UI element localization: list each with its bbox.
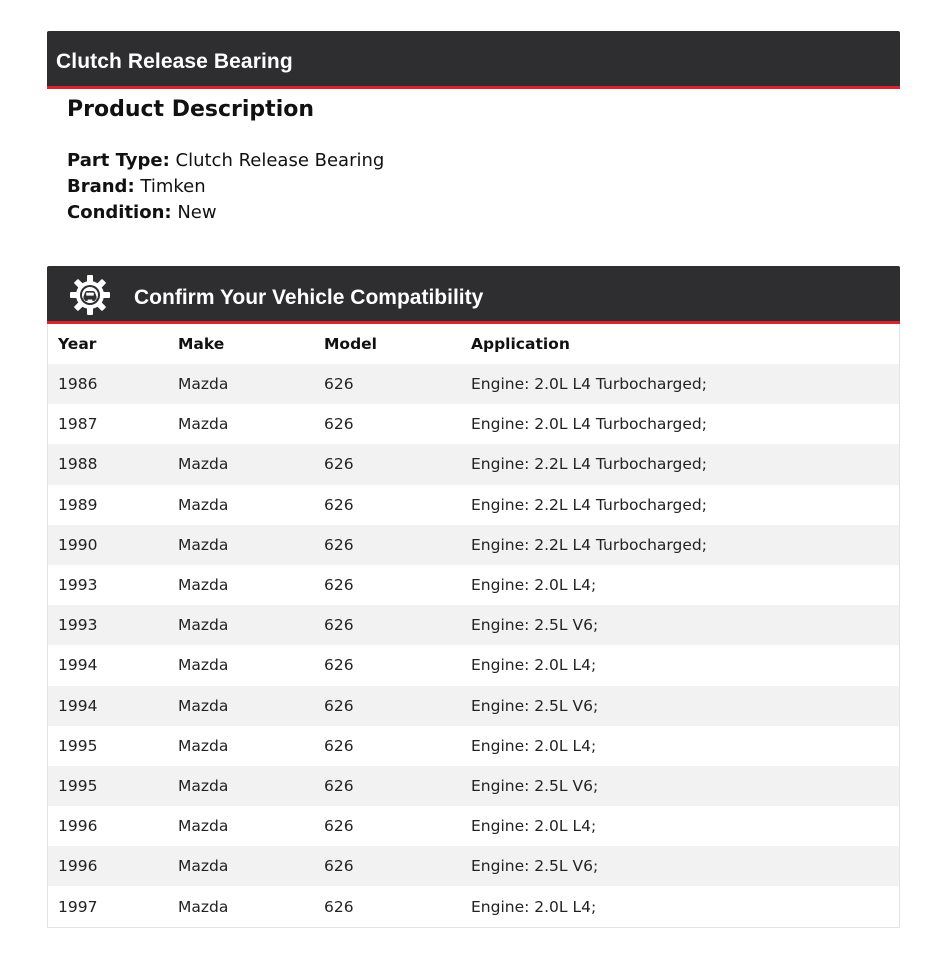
cell-application: Engine: 2.2L L4 Turbocharged; [461,485,899,525]
cell-application: Engine: 2.0L L4; [461,565,899,605]
cell-model: 626 [314,726,461,766]
cell-application: Engine: 2.5L V6; [461,846,899,886]
column-header-application: Application [461,324,899,364]
cell-make: Mazda [168,485,314,525]
cell-make: Mazda [168,846,314,886]
gear-car-icon [69,274,111,316]
product-title: Clutch Release Bearing [56,50,293,73]
table-row [48,806,899,846]
cell-application: Engine: 2.0L L4; [461,806,899,846]
cell-application: Engine: 2.5L V6; [461,766,899,806]
product-description [67,94,867,226]
cell-model: 626 [314,404,461,444]
cell-year: 1993 [48,565,168,605]
spec-value: New [177,202,217,223]
cell-application: Engine: 2.0L L4 Turbocharged; [461,404,899,444]
table-row [48,645,899,685]
cell-make: Mazda [168,605,314,645]
compatibility-title: Confirm Your Vehicle Compatibility [134,286,484,309]
table-header-row [48,324,899,364]
cell-year: 1989 [48,485,168,525]
cell-make: Mazda [168,364,314,404]
cell-year: 1993 [48,605,168,645]
spec-label: Brand: [67,176,135,197]
cell-make: Mazda [168,886,314,926]
cell-application: Engine: 2.2L L4 Turbocharged; [461,444,899,484]
table-row [48,686,899,726]
column-header-make: Make [168,324,314,364]
cell-year: 1994 [48,686,168,726]
cell-application: Engine: 2.0L L4; [461,726,899,766]
cell-model: 626 [314,766,461,806]
fitment-table [48,324,899,927]
table-row [48,766,899,806]
cell-application: Engine: 2.0L L4 Turbocharged; [461,364,899,404]
column-header-year: Year [48,324,168,364]
cell-model: 626 [314,686,461,726]
table-row [48,605,899,645]
spec-label: Part Type: [67,150,170,171]
table-row [48,846,899,886]
cell-year: 1995 [48,726,168,766]
cell-make: Mazda [168,806,314,846]
cell-model: 626 [314,886,461,926]
cell-model: 626 [314,485,461,525]
cell-year: 1986 [48,364,168,404]
spec-list [67,148,867,226]
cell-make: Mazda [168,645,314,685]
table-row [48,404,899,444]
table-row [48,444,899,484]
cell-application: Engine: 2.5L V6; [461,605,899,645]
spec-value: Timken [140,176,206,197]
cell-model: 626 [314,525,461,565]
fitment-table-container [47,324,900,928]
cell-year: 1995 [48,766,168,806]
table-row [48,886,899,926]
cell-year: 1987 [48,404,168,444]
column-header-model: Model [314,324,461,364]
spec-value: Clutch Release Bearing [175,150,385,171]
cell-make: Mazda [168,444,314,484]
table-row [48,364,899,404]
spec-condition [67,200,867,226]
spec-part-type [67,148,867,174]
cell-year: 1996 [48,806,168,846]
cell-year: 1994 [48,645,168,685]
cell-application: Engine: 2.0L L4; [461,886,899,926]
cell-model: 626 [314,605,461,645]
cell-make: Mazda [168,565,314,605]
table-row [48,565,899,605]
cell-model: 626 [314,806,461,846]
compatibility-title-bar [47,266,900,324]
table-row [48,525,899,565]
cell-model: 626 [314,565,461,605]
cell-make: Mazda [168,766,314,806]
cell-make: Mazda [168,726,314,766]
table-row [48,485,899,525]
table-row [48,726,899,766]
spec-label: Condition: [67,202,172,223]
cell-make: Mazda [168,686,314,726]
cell-year: 1988 [48,444,168,484]
cell-make: Mazda [168,525,314,565]
cell-model: 626 [314,846,461,886]
cell-year: 1990 [48,525,168,565]
cell-application: Engine: 2.2L L4 Turbocharged; [461,525,899,565]
product-title-bar [47,31,900,89]
cell-model: 626 [314,364,461,404]
cell-year: 1997 [48,886,168,926]
description-heading: Product Description [67,97,315,122]
cell-model: 626 [314,645,461,685]
cell-model: 626 [314,444,461,484]
cell-make: Mazda [168,404,314,444]
spec-brand [67,174,867,200]
cell-application: Engine: 2.5L V6; [461,686,899,726]
cell-application: Engine: 2.0L L4; [461,645,899,685]
cell-year: 1996 [48,846,168,886]
